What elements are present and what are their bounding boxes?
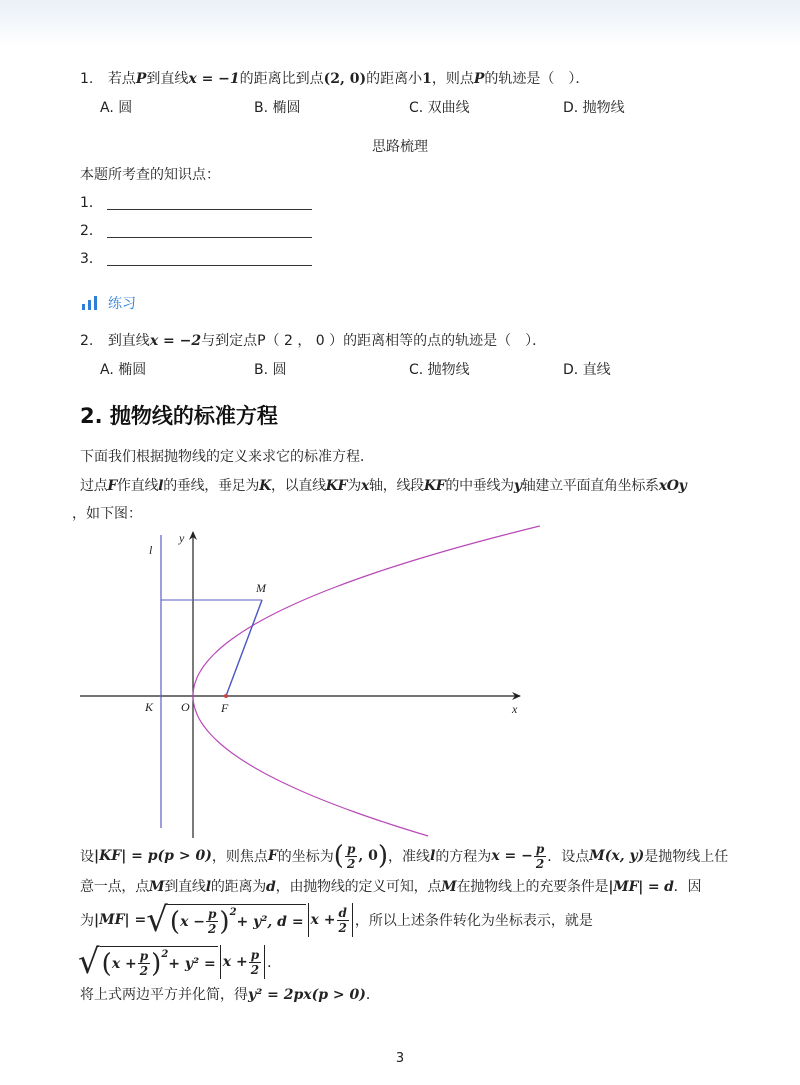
frac-den: 2 — [208, 922, 217, 936]
review-title: 思路梳理 — [372, 139, 428, 155]
q2-number: 2. — [80, 333, 94, 349]
practice-label: 练习 — [108, 296, 136, 312]
math-kf: KF — [423, 478, 446, 494]
math-m: M — [441, 879, 457, 895]
sqrt-expression — [78, 942, 218, 982]
point-o-label: O — [181, 700, 190, 714]
math-mf-eq: |MF| = — [94, 912, 147, 928]
frac-p-over-2 — [206, 908, 218, 935]
blank-number-1: 1． — [80, 195, 103, 211]
section-heading: 2. 抛物线的标准方程 — [80, 404, 278, 428]
frac-den: 2 — [346, 856, 356, 871]
frac-p-over-2 — [138, 950, 150, 977]
answer-blank-2[interactable] — [107, 223, 312, 238]
math-plus-y2-d: + y², d = — [236, 913, 304, 930]
math-d: d — [266, 879, 276, 895]
derivation-line-5 — [80, 984, 380, 1004]
frac-d-over-2 — [337, 907, 349, 934]
abs-bar — [220, 945, 221, 979]
frac-p-over-2 — [534, 843, 546, 870]
sqrt-body: ( x + $\frac{p}{2}$ ) $^2$ + y² = — [100, 946, 218, 979]
q1-math-one: 1 — [422, 71, 432, 87]
text: ． — [365, 987, 380, 1003]
q2-text-1: 到直线 — [107, 333, 150, 349]
text: ，准线 — [387, 849, 430, 865]
math-k: K — [259, 478, 271, 494]
sqrt-body: ( x − $\frac{p}{2}$ ) $^2$ + y², d = — [168, 904, 306, 937]
math-m: M — [149, 879, 165, 895]
q2-option-a[interactable]: A. 椭圆 — [100, 362, 147, 378]
q1-text-2: 到直线 — [146, 71, 189, 87]
math-x-plus: x + — [111, 955, 137, 972]
math-xoy: xOy — [658, 478, 687, 494]
body-text: 过点 — [80, 478, 108, 494]
math-l: l — [158, 478, 164, 494]
review-blank-1 — [80, 192, 312, 212]
question-1 — [80, 68, 589, 88]
math-f: F — [107, 478, 118, 494]
body-text: 的中垂线为 — [445, 478, 514, 494]
body-line-2 — [80, 475, 687, 495]
bar-chart-icon — [82, 296, 98, 310]
q1-text-6: 的轨迹是（ ）． — [484, 71, 590, 87]
body-text: 作直线 — [117, 478, 159, 494]
answer-blank-3[interactable] — [107, 251, 312, 266]
point-m-label: M — [256, 581, 266, 595]
frac-den: 2 — [535, 856, 545, 871]
q1-math-line: x = −1 — [188, 71, 240, 87]
answer-blank-1[interactable] — [107, 195, 312, 210]
paren-open: ( — [169, 906, 181, 937]
point-k-label: K — [145, 700, 154, 714]
q1-options — [100, 97, 720, 117]
frac-p-over-2 — [249, 949, 261, 976]
derivation-line-2 — [80, 876, 701, 896]
blank-number-2: 2． — [80, 223, 103, 239]
text: 在抛物线上的充要条件是 — [456, 879, 609, 895]
text: 到直线 — [164, 879, 206, 895]
math-f: F — [267, 848, 278, 864]
paren-close: ) — [377, 841, 388, 871]
frac-den: 2 — [139, 964, 149, 978]
paren-close: ) — [151, 948, 162, 979]
paren-close: ) — [219, 906, 230, 937]
text: 设 — [80, 849, 94, 865]
q1-option-c[interactable]: C. 双曲线 — [409, 100, 470, 116]
q1-math-point: (2, 0) — [323, 71, 367, 87]
q1-option-a[interactable]: A. 圆 — [100, 100, 133, 116]
text: 是抛物线上任 — [644, 849, 729, 865]
frac-den: 2 — [250, 962, 260, 977]
paren-open: ( — [333, 841, 344, 871]
frac-num: p — [535, 841, 545, 856]
body-text: 为 — [347, 478, 361, 494]
point-f-label: F — [221, 701, 229, 715]
y-axis-label: y — [179, 531, 185, 545]
body-text: ，以直线 — [270, 478, 326, 494]
q2-point: P（ 2 ， 0 ） — [257, 333, 344, 349]
abs-bar — [308, 903, 309, 937]
q2-option-b[interactable]: B. 圆 — [254, 362, 287, 378]
q1-text-3: 的距离比到点 — [239, 71, 324, 87]
text: ，由抛物线的定义可知，点 — [275, 879, 442, 895]
q2-option-c[interactable]: C. 抛物线 — [409, 362, 470, 378]
frac-p-over-2 — [345, 843, 357, 870]
math-kf-eq: |KF| = p(p > 0) — [94, 848, 212, 864]
line-l-label: l — [149, 543, 153, 557]
q1-number: 1. — [80, 71, 94, 87]
q1-option-b[interactable]: B. 椭圆 — [254, 100, 301, 116]
text: 的距离为 — [210, 879, 267, 895]
sqrt-symbol: √ — [78, 942, 100, 982]
math-x-minus: x − — [180, 913, 206, 930]
frac-num: p — [346, 841, 356, 856]
text: ．设点 — [547, 849, 590, 865]
sqrt-symbol: √ — [146, 900, 168, 940]
body-text: 的垂线，垂足为 — [163, 478, 260, 494]
text: ，则焦点 — [211, 849, 268, 865]
q1-text-4: 的距离小 — [366, 71, 423, 87]
page-number: 3 — [395, 1051, 405, 1066]
text: 的方程为 — [435, 849, 492, 865]
review-intro: 本题所考查的知识点： — [80, 167, 220, 183]
math-plus-y2-eq: + y² = — [168, 955, 216, 972]
text: 为 — [80, 913, 94, 929]
review-blank-3 — [80, 248, 312, 268]
body-line-1: 下面我们根据抛物线的定义来求它的标准方程． — [80, 449, 374, 465]
q2-options — [100, 359, 720, 379]
body-text: 轴建立平面直角坐标系 — [521, 478, 659, 494]
text: 意一点，点 — [80, 879, 149, 895]
page-header-band — [0, 0, 800, 46]
frac-num: p — [139, 949, 149, 963]
text: 将上式两边平方并化简，得 — [80, 987, 248, 1003]
text: ． — [267, 955, 282, 971]
q1-math-p: P — [135, 71, 147, 87]
parabola-curve — [193, 522, 540, 836]
body-line-3: ，如下图： — [72, 506, 142, 522]
math-x-plus: x + — [222, 954, 248, 970]
abs-bar — [352, 903, 353, 937]
q2-math-line: x = −2 — [149, 333, 202, 349]
math-x-plus: x + — [310, 912, 336, 928]
math-mf-eq-d: |MF| = d — [608, 879, 674, 895]
q2-text-2: 与到定点 — [201, 333, 258, 349]
text: ，所以上述条件转化为坐标表示，就是 — [354, 913, 593, 929]
math-l: l — [429, 848, 436, 864]
derivation-line-1 — [80, 838, 728, 874]
x-axis-label: x — [512, 702, 518, 716]
math-kf: KF — [325, 478, 348, 494]
question-2 — [80, 330, 546, 350]
parabola-figure — [70, 522, 540, 842]
math-result: y² = 2px(p > 0) — [248, 987, 366, 1003]
math-x-eq: x = − — [491, 848, 533, 864]
frac-den: 2 — [338, 920, 347, 935]
segment-mf — [226, 600, 262, 696]
text: 的坐标为 — [277, 849, 334, 865]
practice-header — [82, 293, 136, 313]
abs-bar — [264, 945, 265, 979]
math-y: y — [513, 478, 522, 494]
paren-open: ( — [101, 948, 112, 979]
math-l: l — [205, 879, 211, 895]
q2-option-d[interactable]: D. 直线 — [563, 362, 611, 378]
sqrt-expression — [146, 900, 305, 940]
derivation-line-3 — [80, 898, 593, 942]
derivation-line-4 — [78, 940, 281, 984]
body-text: 轴，线段 — [369, 478, 424, 494]
review-blank-2 — [80, 220, 312, 240]
math-mxy: M(x, y) — [589, 848, 645, 864]
q2-text-3: 的距离相等的点的轨迹是（ ）． — [343, 333, 547, 349]
q1-math-p2: P — [473, 71, 485, 87]
focus-point — [224, 694, 228, 698]
frac-num: p — [208, 907, 217, 921]
math-x: x — [361, 478, 370, 494]
blank-number-3: 3． — [80, 251, 103, 267]
frac-num: d — [338, 905, 347, 920]
frac-num: p — [250, 947, 260, 962]
q1-text-5: ，则点 — [431, 71, 474, 87]
text: ．因 — [673, 879, 702, 895]
coord-zero: , 0 — [358, 848, 378, 864]
q1-text-1: 若点 — [107, 71, 136, 87]
q1-option-d[interactable]: D. 抛物线 — [563, 100, 625, 116]
